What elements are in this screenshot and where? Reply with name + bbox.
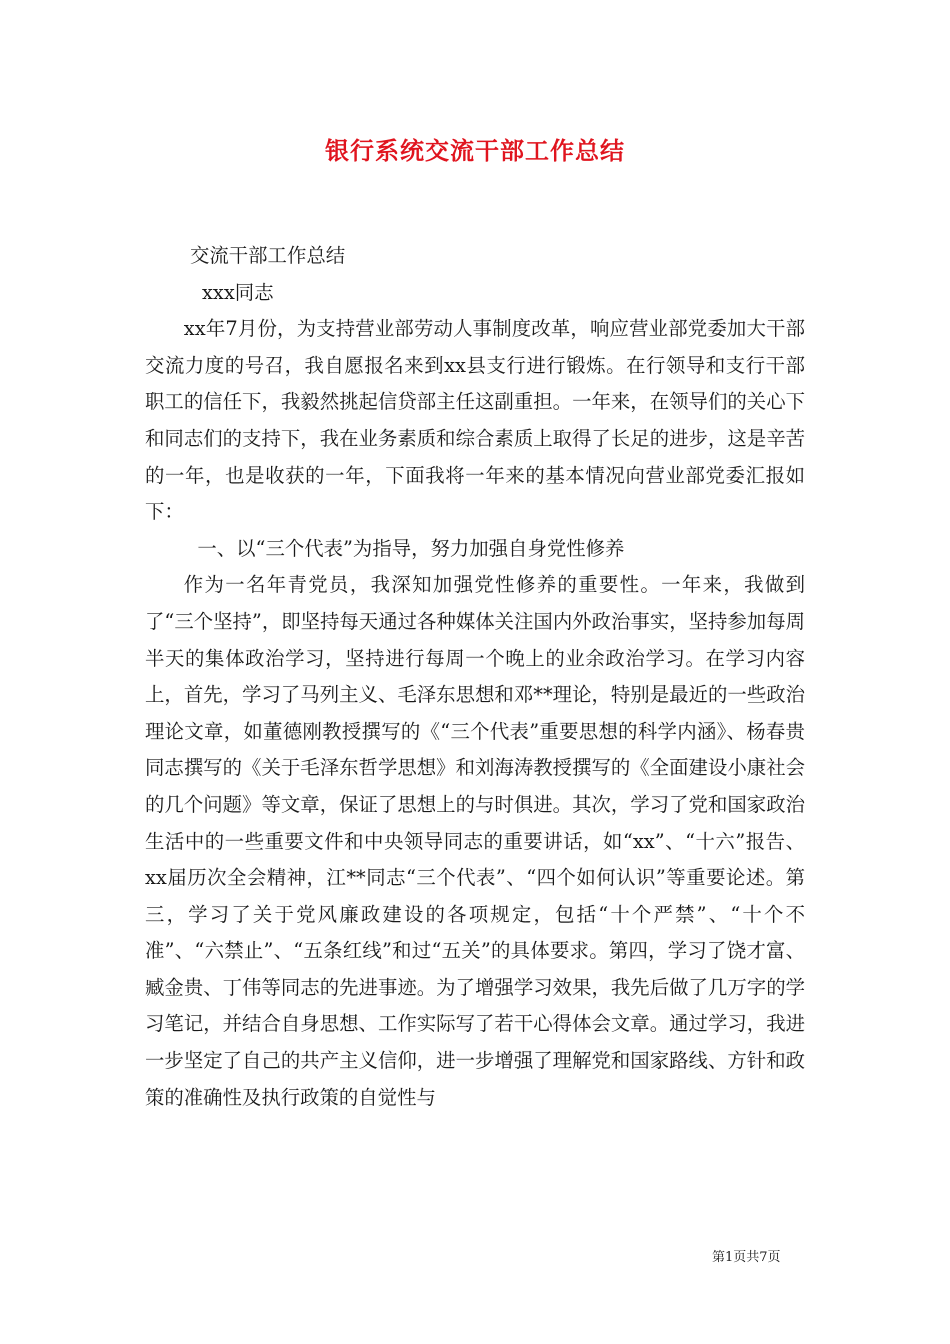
document-subtitle: 交流干部工作总结 [190,244,346,267]
paragraph-section-one: 作为一名年青党员，我深知加强党性修养的重要性。一年来，我做到了“三个坚持”，即坚持每天通过各种媒体关注国内外政治事实，坚持参加每周半天的集体政治学习，坚持进行每周一个晚上的业余政治学习。在学习内容上，首先，学习了马列主义、毛泽东思想和邓**理论，特别是最近的一些政治理论文章，如董德刚教授撰写的《“三个代表”重要思想的科学内涵》、杨春贵同志撰写的《关于毛泽东哲学思想》和刘海涛教授撰写的《全面建设小康社会的几个问题》等文章，保证了思想上的与时俱进。其次，学习了党和国家政治生活中的一些重要文件和中央领导同志的重要讲话，如“xx”、“十六”报告、xx届历次全会精神，江**同志“三个代表”、“四个如何认识”等重要论述。第三，学习了关于党风廉政建设的各项规定，包括“十个严禁”、“十个不准”、“六禁止”、“五条红线”和过“五关”的具体要求。第四，学习了饶才富、臧金贵、丁伟等同志的先进事迹。为了增强学习效果，我先后做了几万字的学习笔记，并结合自身思想、工作实际写了若干心得体会文章。通过学习，我进一步坚定了自己的共产主义信仰，进一步增强了理解党和国家路线、方针和政策的准确性及执行政策的自觉性与 [145,573,805,1109]
page-number: 第1页共7页 [712,1250,781,1265]
document-body [145,238,805,1116]
document-title: 银行系统交流干部工作总结 [325,136,625,165]
paragraph-intro: xx年7月份，为支持营业部劳动人事制度改革，响应营业部党委加大干部交流力度的号召，我自愿报名来到xx县支行进行锻炼。在行领导和支行干部职工的信任下，我毅然挑起信贷部主任这副重担。一年来，在领导们的关心下和同志们的支持下，我在业务素质和综合素质上取得了长足的进步，这是辛苦的一年，也是收获的一年，下面我将一年来的基本情况向营业部党委汇报如下： [145,317,805,524]
salutation: xxx同志 [202,280,274,304]
section-heading: 一、以“三个代表”为指导，努力加强自身党性修养 [197,536,625,560]
